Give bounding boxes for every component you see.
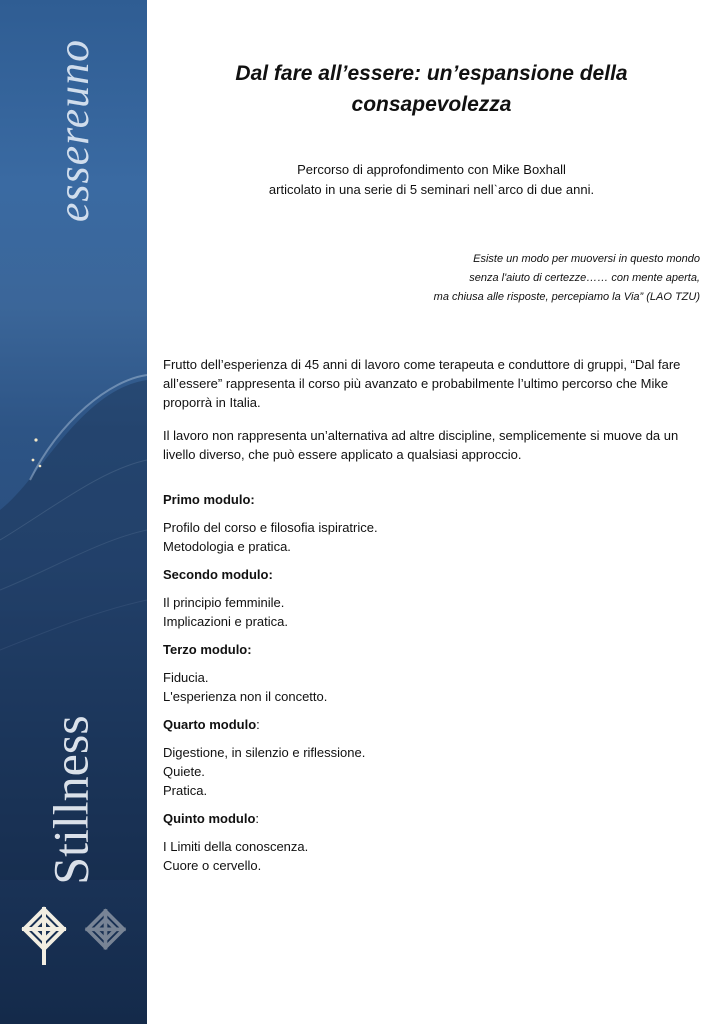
module-item (163, 565, 700, 631)
page-title (163, 58, 700, 120)
brand-wordmark-bottom (36, 700, 106, 900)
sidebar-banner (0, 0, 147, 1024)
module-heading-suffix: : (255, 811, 260, 826)
module-heading-suffix: : (256, 717, 260, 732)
quote-line: Esiste un modo per muoversi in questo mondo (473, 253, 700, 265)
module-line: Implicazioni e pratica. (163, 614, 288, 629)
endless-knot-reflection-icon (78, 895, 133, 970)
module-heading-text: Terzo modulo: (163, 642, 252, 657)
module-line: I Limiti della conoscenza. (163, 839, 309, 854)
subtitle-line-2: articolato in una serie di 5 seminari nellˋarco di due anni. (268, 182, 595, 197)
module-item (163, 640, 700, 706)
module-line: Quiete. (163, 764, 205, 779)
module-heading (163, 565, 700, 584)
module-line: Pratica. (163, 783, 208, 798)
module-item (163, 715, 700, 800)
module-heading-text: Secondo modulo: (163, 567, 273, 582)
module-line: Profilo del corso e filosofia ispiratrice. (163, 520, 378, 535)
module-heading-text: Primo modulo: (163, 492, 255, 507)
title-line-1: Dal fare all’essere: un’espansione della (235, 62, 628, 85)
module-heading (163, 490, 700, 509)
module-line: Fiducia. (163, 670, 209, 685)
module-line: Digestione, in silenzio e riflessione. (163, 745, 366, 760)
brand-wordmark-top (44, 30, 104, 230)
module-line: Il principio femminile. (163, 595, 285, 610)
title-line-2: consapevolezza (351, 93, 512, 116)
subtitle-line-1: Percorso di approfondimento con Mike Boxhall (297, 162, 566, 177)
module-item (163, 490, 700, 556)
module-heading (163, 715, 700, 734)
module-line: L'esperienza non il concetto. (163, 689, 328, 704)
brand-top-text: essereuno (49, 38, 99, 222)
quote-line: senza l'aiuto di certezze…… con mente aperta, (469, 272, 700, 284)
module-heading-text: Quinto modulo (163, 811, 256, 826)
module-item (163, 809, 700, 875)
endless-knot-icon (14, 895, 74, 970)
paragraph: Il lavoro non rappresenta un’alternativa ad altre discipline, semplicemente si muove da un livello diverso, che può essere applicato a qualsiasi approccio. (163, 428, 679, 462)
paragraph: Frutto dell’esperienza di 45 anni di lavoro come terapeuta e conduttore di gruppi, “Dal fare all’essere” rappresenta il corso più avanzato e probabilmente l’ultimo percorso che Mike proporrà in Italia. (163, 357, 681, 410)
intro-text (163, 355, 700, 478)
module-line: Metodologia e pratica. (163, 539, 291, 554)
module-heading-text: Quarto modulo (163, 717, 257, 732)
module-heading (163, 809, 700, 828)
module-line: Cuore o cervello. (163, 858, 262, 873)
brand-bottom-text: Stillness (43, 715, 100, 885)
quote-line: ma chiusa alle risposte, percepiamo la Via” (LAO TZU) (433, 291, 700, 303)
quote-block (300, 250, 700, 307)
module-heading (163, 640, 700, 659)
module-list (163, 490, 700, 884)
subtitle (163, 160, 700, 200)
